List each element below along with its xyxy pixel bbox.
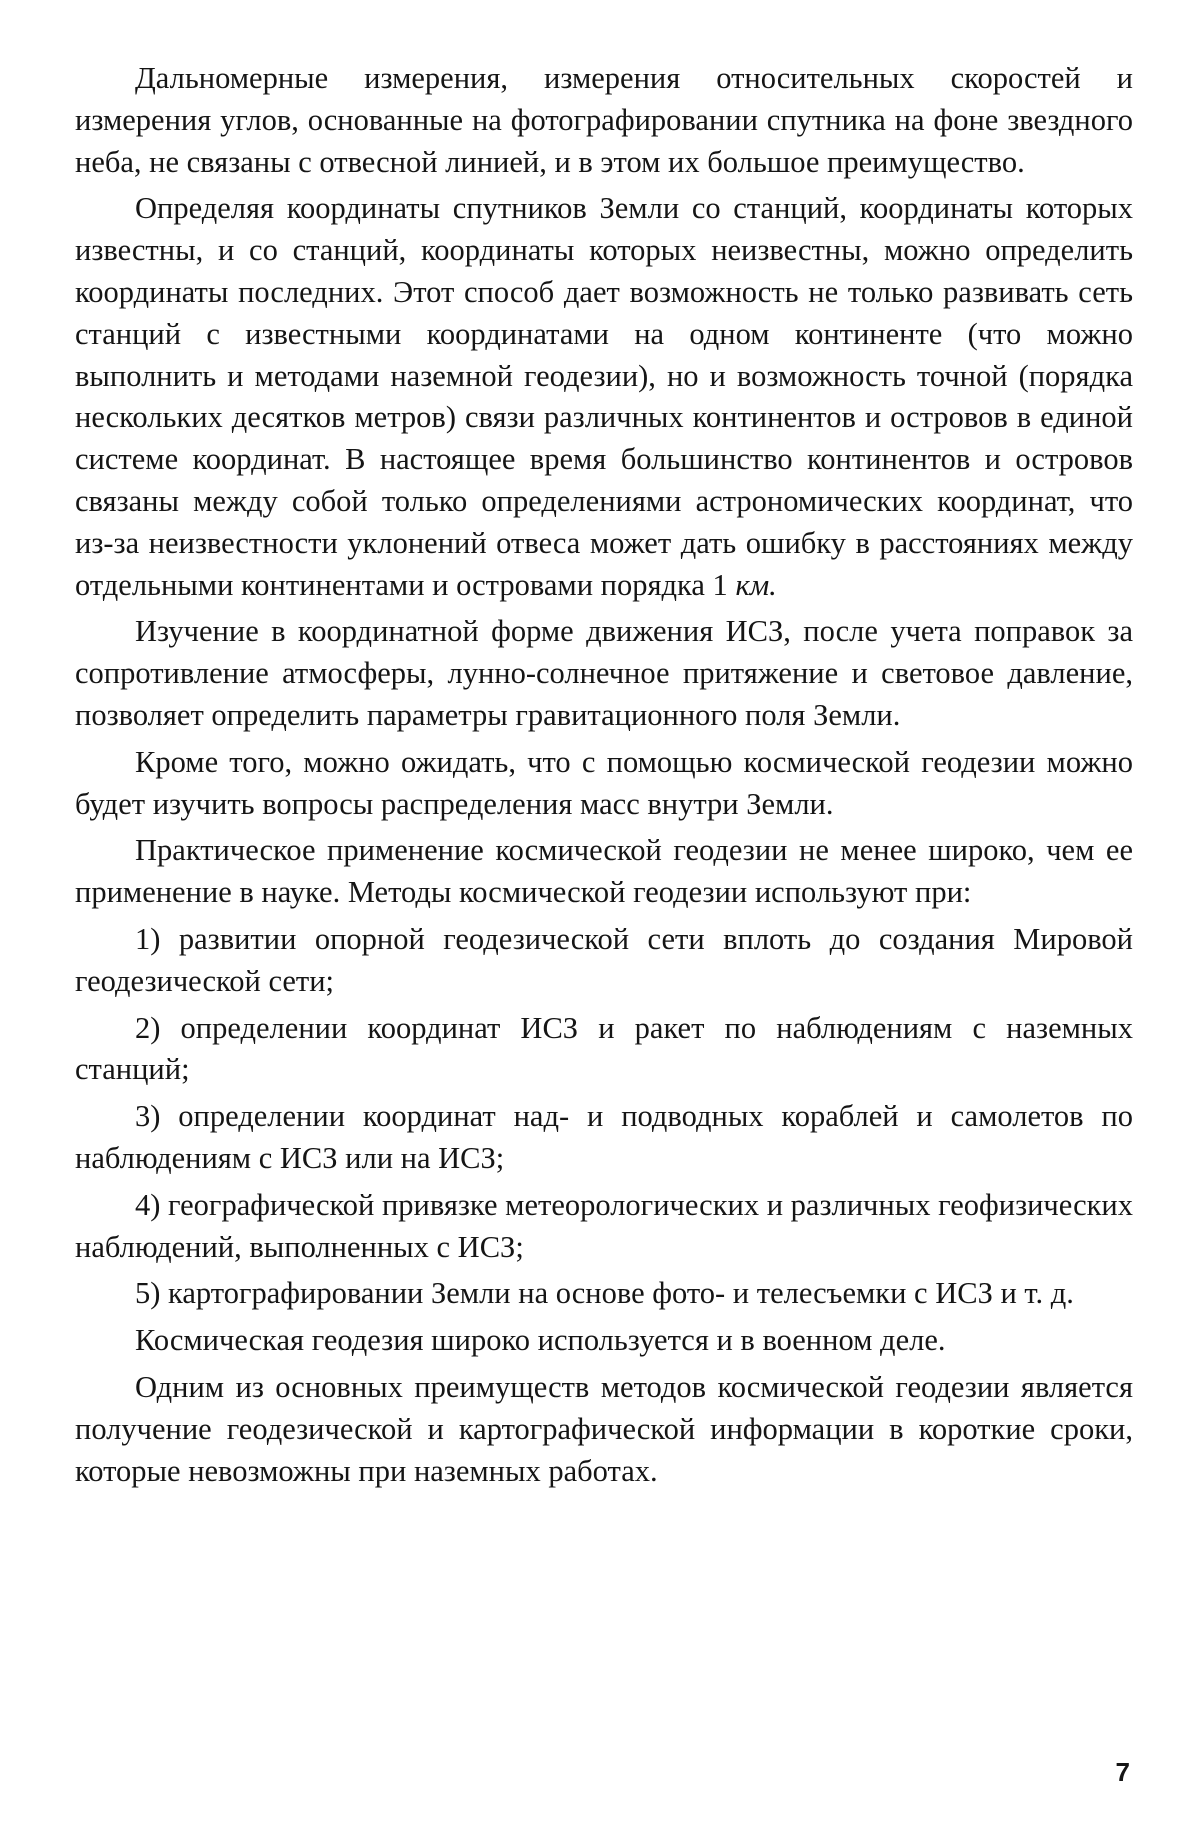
list-item-satellite-rocket-coordinates: 2) определении координат ИСЗ и ракет по наблюдениям с наземных станций;: [75, 1010, 1133, 1087]
paragraph-gravitational-field: Изучение в координатной форме движения ИСЗ, после учета поправок за сопротивление атмосферы, лунно-солнечное притяжение и световое давление, позволяет определить параметры гравитационного поля Земли.: [75, 614, 1133, 732]
page-number: 7: [1115, 1757, 1130, 1787]
paragraph-satellite-coordinates: [75, 188, 1133, 606]
paragraph-military-use: Космическая геодезия широко используется и в военном деле.: [135, 1323, 946, 1358]
paragraph-practical-application: Практическое применение космической геодезии не менее широко, чем ее применение в науке. Методы космической геодезии используют при:: [75, 833, 1133, 910]
page-body: [75, 58, 1133, 1497]
paragraph-rangefinder-measurements: Дальномерные измерения, измерения относительных скоростей и измерения углов, основанные на фотографировании спутника на фоне звездного неба, не связаны с отвесной линией, и в этом их большое преимущество.: [75, 61, 1133, 179]
paragraph-mass-distribution: Кроме того, можно ожидать, что с помощью космической геодезии можно будет изучить вопросы распределения масс внутри Земли.: [75, 744, 1133, 821]
list-item-earth-mapping: 5) картографировании Земли на основе фото- и телесъемки с ИСЗ и т. д.: [135, 1276, 1074, 1311]
list-item-ships-aircraft-coordinates: 3) определении координат над- и подводных кораблей и самолетов по наблюдениям с ИСЗ или на ИСЗ;: [75, 1099, 1133, 1175]
list-item-geographic-referencing: 4) географической привязке метеорологических и различных геофизических наблюдений, выполненных с ИСЗ;: [75, 1187, 1133, 1264]
paragraph-main-advantage: Одним из основных преимуществ методов космической геодезии является получение геодезической и картографической информации в короткие сроки, которые невозможны при наземных работах.: [75, 1369, 1133, 1488]
unit-km: км.: [735, 567, 777, 602]
paragraph-satellite-coordinates-text: Определяя координаты спутников Земли со станций, координаты которых известны, и со станций, координаты которых неизвестны, можно определить координаты последних. Этот способ дает возможность не только развивать сеть станций с известными координатами на одном континенте (что можно выполнить и методами наземной геодезии), но и возможность точной (порядка нескольких десятков метров) связи различных континентов и островов в единой системе координат. В настоящее время большинство континентов и островов связаны между собой только определениями астрономических координат, что из-за неизвестности уклонений отвеса может дать ошибку в расстояниях между отдельными континентами и островами порядка 1: [75, 191, 1133, 602]
list-item-geodetic-network: 1) развитии опорной геодезической сети вплоть до создания Мировой геодезической сети;: [75, 921, 1133, 998]
